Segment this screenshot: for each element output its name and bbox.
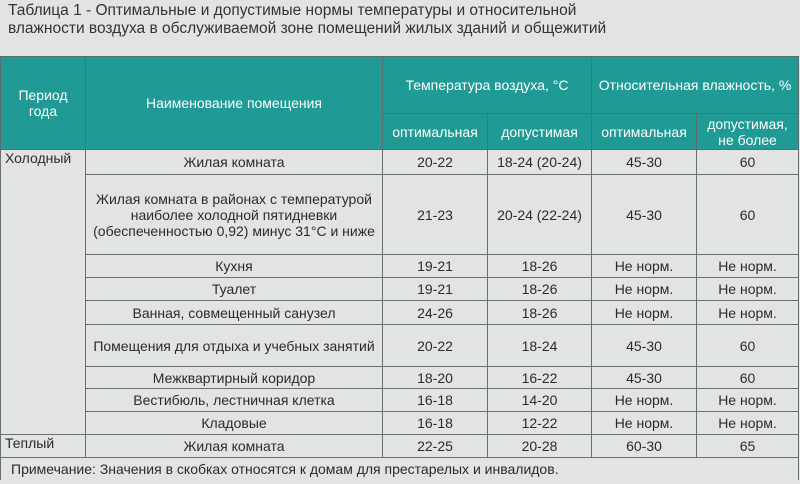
table-header (1, 57, 799, 150)
humidity-optimal-cell: Не норм. (592, 301, 697, 325)
room-cell: Жилая комната в районах с температурой наиболее холодной пятидневки (обеспеченностью 0,92) минус 31°С и ниже (86, 175, 383, 255)
humidity-optimal-cell: 45-30 (592, 367, 697, 389)
norms-table (0, 56, 799, 480)
temp-allowed-cell: 16-22 (488, 367, 592, 389)
temp-optimal-cell: 19-21 (383, 278, 488, 301)
table-caption (8, 2, 788, 38)
temp-allowed-cell: 12-22 (488, 412, 592, 435)
header-room: Наименование помещения (86, 57, 383, 150)
temp-allowed-cell: 18-26 (488, 278, 592, 301)
table-note: Примечание: Значения в скобках относятся к домам для престарелых и инвалидов. (1, 458, 799, 480)
room-cell: Кладовые (86, 412, 383, 435)
humidity-optimal-cell: 60-30 (592, 435, 697, 458)
humidity-optimal-cell: 45-30 (592, 150, 697, 175)
temp-allowed-cell: 20-24 (22-24) (488, 175, 592, 255)
humidity-optimal-cell: Не норм. (592, 255, 697, 278)
temp-optimal-cell: 22-25 (383, 435, 488, 458)
period-cell: Теплый (1, 435, 86, 458)
table-row (1, 367, 799, 389)
room-cell: Туалет (86, 278, 383, 301)
humidity-allowed-cell: Не норм. (697, 278, 799, 301)
humidity-allowed-cell: 60 (697, 325, 799, 367)
header-temp-optimal: оптимальная (383, 114, 488, 150)
temp-optimal-cell: 18-20 (383, 367, 488, 389)
humidity-optimal-cell: Не норм. (592, 389, 697, 412)
note-row (1, 458, 799, 480)
header-period: Период года (1, 57, 86, 150)
humidity-allowed-cell: 60 (697, 175, 799, 255)
temp-allowed-cell: 14-20 (488, 389, 592, 412)
temp-optimal-cell: 20-22 (383, 150, 488, 175)
temp-optimal-cell: 20-22 (383, 325, 488, 367)
table-body (1, 150, 799, 480)
header-temperature: Температура воздуха, °С (383, 57, 592, 114)
table-row (1, 435, 799, 458)
humidity-allowed-cell: 60 (697, 367, 799, 389)
period-cell: Холодный (1, 150, 86, 435)
temp-optimal-cell: 19-21 (383, 255, 488, 278)
humidity-allowed-cell: 60 (697, 150, 799, 175)
header-temp-allowed: допустимая (488, 114, 592, 150)
header-humidity: Относительная влажность, % (592, 57, 799, 114)
temp-allowed-cell: 18-24 (20-24) (488, 150, 592, 175)
caption-line-2: влажности воздуха в обслуживаемой зоне помещений жилых зданий и общежитий (8, 20, 607, 37)
temp-optimal-cell: 21-23 (383, 175, 488, 255)
table-row (1, 389, 799, 412)
temp-optimal-cell: 24-26 (383, 301, 488, 325)
humidity-optimal-cell: Не норм. (592, 278, 697, 301)
table-row (1, 325, 799, 367)
temp-allowed-cell: 18-26 (488, 301, 592, 325)
temp-allowed-cell: 18-24 (488, 325, 592, 367)
table-row (1, 278, 799, 301)
humidity-allowed-cell: Не норм. (697, 301, 799, 325)
table-row (1, 412, 799, 435)
table-row (1, 175, 799, 255)
room-cell: Помещения для отдыха и учебных занятий (86, 325, 383, 367)
room-cell: Ванная, совмещенный санузел (86, 301, 383, 325)
humidity-optimal-cell: Не норм. (592, 412, 697, 435)
table-row (1, 150, 799, 175)
room-cell: Вестибюль, лестничная клетка (86, 389, 383, 412)
humidity-allowed-cell: 65 (697, 435, 799, 458)
temp-optimal-cell: 16-18 (383, 412, 488, 435)
header-humidity-allowed: допустимая, не более (697, 114, 799, 150)
header-humidity-optimal: оптимальная (592, 114, 697, 150)
humidity-allowed-cell: Не норм. (697, 255, 799, 278)
room-cell: Межквартирный коридор (86, 367, 383, 389)
room-cell: Кухня (86, 255, 383, 278)
temp-allowed-cell: 18-26 (488, 255, 592, 278)
temp-optimal-cell: 16-18 (383, 389, 488, 412)
table-row (1, 255, 799, 278)
humidity-allowed-cell: Не норм. (697, 412, 799, 435)
temp-allowed-cell: 20-28 (488, 435, 592, 458)
table-row (1, 301, 799, 325)
humidity-allowed-cell: Не норм. (697, 389, 799, 412)
humidity-optimal-cell: 45-30 (592, 175, 697, 255)
humidity-optimal-cell: 45-30 (592, 325, 697, 367)
room-cell: Жилая комната (86, 150, 383, 175)
caption-line-1: Таблица 1 - Оптимальные и допустимые нормы температуры и относительной (8, 2, 577, 19)
room-cell: Жилая комната (86, 435, 383, 458)
